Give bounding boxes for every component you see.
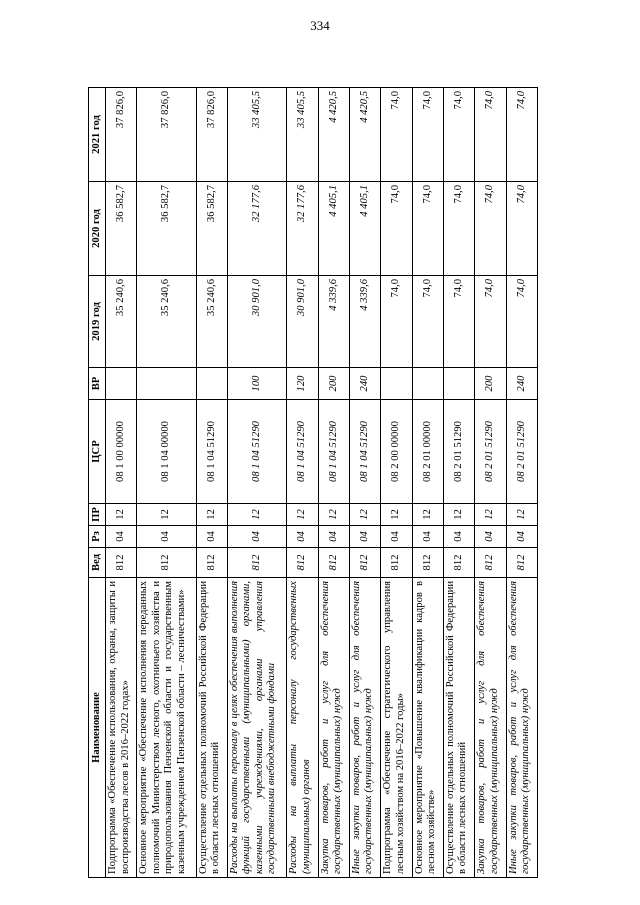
cell-2019: 30 901,0 (287, 276, 318, 368)
cell-csr: 08 1 04 51290 (227, 400, 286, 504)
cell-name: Основное мероприятие «Обеспечение исполнения переданных полномочий Министерством лесного, охотничьего хозяйства и природопользования Пензенской области и государственным казенным учреждением Пензенской области – лесничествами» (137, 578, 196, 878)
cell-2020: 36 582,7 (137, 182, 196, 276)
cell-rz: 04 (349, 526, 380, 548)
cell-rz: 04 (475, 526, 506, 548)
cell-csr: 08 1 04 51290 (287, 400, 318, 504)
table-row (443, 88, 474, 878)
rotated-table-wrapper (88, 88, 538, 878)
cell-pr: 12 (318, 504, 349, 526)
table-row (196, 88, 227, 878)
cell-vr: 240 (506, 368, 537, 400)
table-row (106, 88, 137, 878)
cell-2021: 74,0 (475, 88, 506, 182)
cell-pr: 12 (137, 504, 196, 526)
table-row (227, 88, 286, 878)
cell-2020: 36 582,7 (196, 182, 227, 276)
cell-csr: 08 1 00 00000 (106, 400, 137, 504)
column-header-2019: 2019 год (89, 276, 106, 368)
cell-csr: 08 1 04 51290 (318, 400, 349, 504)
cell-2021: 37 826,0 (106, 88, 137, 182)
cell-ved: 812 (287, 548, 318, 578)
cell-pr: 12 (287, 504, 318, 526)
cell-name: Основное мероприятие «Повышение квалификации кадров в лесном хозяйстве» (412, 578, 443, 878)
cell-name: Закупка товаров, работ и услуг для обеспечения государственных (муниципальных) нужд (475, 578, 506, 878)
cell-ved: 812 (106, 548, 137, 578)
cell-2021: 74,0 (412, 88, 443, 182)
cell-name: Расходы на выплаты персоналу в целях обеспечения выполнения функций государственными (муниципальными) органами, казенными учреждениями, органами управления государственными внебюджетными фондами (227, 578, 286, 878)
cell-2020: 4 405,1 (318, 182, 349, 276)
cell-rz: 04 (381, 526, 412, 548)
cell-2021: 74,0 (381, 88, 412, 182)
cell-2020: 32 177,6 (287, 182, 318, 276)
cell-ved: 812 (318, 548, 349, 578)
cell-vr (106, 368, 137, 400)
cell-csr: 08 2 01 51290 (475, 400, 506, 504)
cell-pr: 12 (475, 504, 506, 526)
cell-pr: 12 (106, 504, 137, 526)
cell-csr: 08 1 04 00000 (137, 400, 196, 504)
table-row (412, 88, 443, 878)
cell-2019: 35 240,6 (196, 276, 227, 368)
cell-2019: 30 901,0 (227, 276, 286, 368)
cell-ved: 812 (137, 548, 196, 578)
cell-2021: 4 420,5 (318, 88, 349, 182)
cell-2019: 74,0 (506, 276, 537, 368)
cell-csr: 08 2 01 51290 (443, 400, 474, 504)
cell-pr: 12 (227, 504, 286, 526)
cell-ved: 812 (475, 548, 506, 578)
cell-vr: 200 (318, 368, 349, 400)
table-header-row (89, 88, 106, 878)
cell-2019: 74,0 (443, 276, 474, 368)
cell-ved: 812 (506, 548, 537, 578)
cell-2019: 4 339,6 (318, 276, 349, 368)
cell-rz: 04 (506, 526, 537, 548)
cell-2019: 35 240,6 (106, 276, 137, 368)
cell-rz: 04 (318, 526, 349, 548)
cell-2021: 33 405,5 (227, 88, 286, 182)
cell-2019: 74,0 (412, 276, 443, 368)
cell-ved: 812 (412, 548, 443, 578)
cell-vr: 120 (287, 368, 318, 400)
column-header-2021: 2021 год (89, 88, 106, 182)
cell-2021: 37 826,0 (196, 88, 227, 182)
cell-rz: 04 (196, 526, 227, 548)
column-header-pr: ПР (89, 504, 106, 526)
cell-ved: 812 (381, 548, 412, 578)
table-row (287, 88, 318, 878)
cell-rz: 04 (443, 526, 474, 548)
column-header-name: Наименование (89, 578, 106, 878)
cell-vr (381, 368, 412, 400)
cell-2020: 74,0 (475, 182, 506, 276)
cell-ved: 812 (227, 548, 286, 578)
table-row (137, 88, 196, 878)
cell-pr: 12 (412, 504, 443, 526)
cell-vr: 100 (227, 368, 286, 400)
cell-rz: 04 (227, 526, 286, 548)
cell-2021: 74,0 (443, 88, 474, 182)
cell-csr: 08 2 00 00000 (381, 400, 412, 504)
cell-rz: 04 (137, 526, 196, 548)
cell-pr: 12 (381, 504, 412, 526)
cell-rz: 04 (106, 526, 137, 548)
cell-vr (443, 368, 474, 400)
cell-2020: 4 405,1 (349, 182, 380, 276)
cell-2020: 74,0 (381, 182, 412, 276)
cell-name: Расходы на выплаты персоналу государственных (муниципальных) органов (287, 578, 318, 878)
cell-csr: 08 2 01 00000 (412, 400, 443, 504)
cell-ved: 812 (443, 548, 474, 578)
cell-pr: 12 (506, 504, 537, 526)
table-row (506, 88, 537, 878)
cell-2019: 4 339,6 (349, 276, 380, 368)
cell-name: Подпрограмма «Обеспечение использования, охраны, защиты и воспроизводства лесов в 2016–2022 годах» (106, 578, 137, 878)
budget-table (88, 87, 538, 878)
cell-name: Подпрограмма «Обеспечение стратегического управления лесным хозяйством на 2016–2022 годы» (381, 578, 412, 878)
table-row (475, 88, 506, 878)
cell-2021: 74,0 (506, 88, 537, 182)
cell-rz: 04 (287, 526, 318, 548)
cell-csr: 08 2 01 51290 (506, 400, 537, 504)
cell-pr: 12 (443, 504, 474, 526)
cell-name: Осуществление отдельных полномочий Российской Федерации в области лесных отношений (196, 578, 227, 878)
cell-csr: 08 1 04 51290 (349, 400, 380, 504)
cell-2021: 37 826,0 (137, 88, 196, 182)
column-header-rz: Рз (89, 526, 106, 548)
cell-vr (137, 368, 196, 400)
cell-name: Закупка товаров, работ и услуг для обеспечения государственных (муниципальных) нужд (318, 578, 349, 878)
cell-2019: 35 240,6 (137, 276, 196, 368)
cell-2020: 74,0 (443, 182, 474, 276)
cell-pr: 12 (196, 504, 227, 526)
cell-rz: 04 (412, 526, 443, 548)
cell-name: Иные закупки товаров, работ и услуг для обеспечения государственных (муниципальных) нужд (349, 578, 380, 878)
cell-name: Осуществление отдельных полномочий Российской Федерации в области лесных отношений (443, 578, 474, 878)
cell-2019: 74,0 (475, 276, 506, 368)
cell-vr (196, 368, 227, 400)
cell-pr: 12 (349, 504, 380, 526)
cell-vr: 200 (475, 368, 506, 400)
cell-vr (412, 368, 443, 400)
cell-2021: 4 420,5 (349, 88, 380, 182)
column-header-vr: ВР (89, 368, 106, 400)
cell-2020: 36 582,7 (106, 182, 137, 276)
table-row (318, 88, 349, 878)
cell-2020: 74,0 (506, 182, 537, 276)
column-header-csr: ЦСР (89, 400, 106, 504)
table-row (349, 88, 380, 878)
cell-name: Иные закупки товаров, работ и услуг для обеспечения государственных (муниципальных) нужд (506, 578, 537, 878)
cell-2020: 74,0 (412, 182, 443, 276)
cell-2019: 74,0 (381, 276, 412, 368)
cell-ved: 812 (349, 548, 380, 578)
column-header-2020: 2020 год (89, 182, 106, 276)
cell-ved: 812 (196, 548, 227, 578)
cell-csr: 08 1 04 51290 (196, 400, 227, 504)
table-row (381, 88, 412, 878)
cell-2020: 32 177,6 (227, 182, 286, 276)
cell-vr: 240 (349, 368, 380, 400)
cell-2021: 33 405,5 (287, 88, 318, 182)
column-header-ved: Вед (89, 548, 106, 578)
page-number: 334 (310, 18, 330, 33)
